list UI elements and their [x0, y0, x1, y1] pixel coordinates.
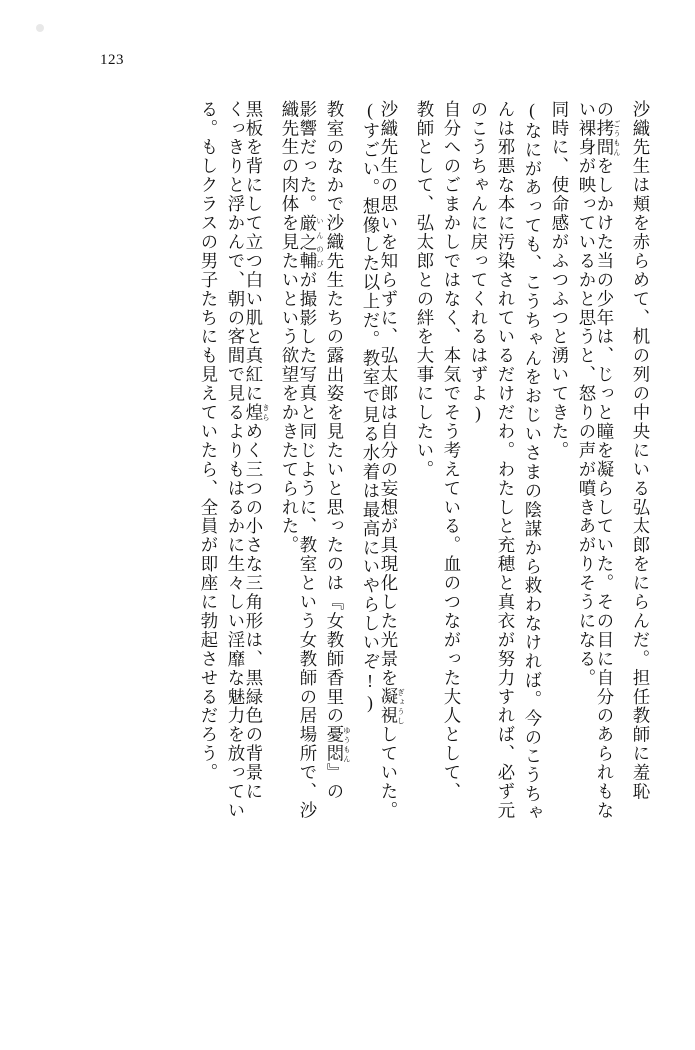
text-line: の拷問ごうもんをしかけた当の少年は、じっと瞳を凝らしていた。その目に自分のあられもな	[594, 100, 622, 821]
text-line: んは邪悪な本に汚染されているだけだわ。わたしと充穂と真衣が努力すれば、必ず元	[495, 100, 515, 821]
text-line: い裸身が映っているかと思うと、怒りの声が噴きあがりそうになる。	[576, 100, 596, 688]
ruby-gomon: 拷問ごうもん	[594, 118, 622, 157]
page-number: 123	[100, 52, 124, 68]
text-line: 織先生の肉体を見たいという欲望をかきたてられた。	[279, 100, 299, 555]
vertical-text-body	[58, 100, 648, 1000]
text-line: 影響だった。厳之輔いんのびが撮影した写真と同じように、教室という女教師の居場所で、沙	[297, 100, 325, 821]
text-line: 沙織先生は頬を赤らめて、机の列の中央にいる弘太郎をにらんだ。担任教師に羞恥	[630, 100, 650, 802]
text-line: 自分へのごまかしではなく、本気でそう考えている。血のつながった大人として、	[441, 100, 461, 802]
page-corner-mark	[36, 24, 44, 32]
ruby-gennosuke: 厳之輔いんのび	[297, 213, 325, 271]
text-line: 教師として、弘太郎との絆を大事にしたい。	[414, 100, 434, 479]
ruby-yuumon: 憂悶ゆうもん	[324, 725, 352, 764]
text-line: 教室のなかで沙織先生たちの露出姿を見たいと思ったのは『女教師香里の憂悶ゆうもん』の	[324, 100, 352, 802]
ruby-gyoushi: 凝視ぎょうし	[378, 687, 406, 726]
text-line: 沙織先生の思いを知らずに、弘太郎は自分の妄想が具現化した光景を凝視ぎょうししていた。	[378, 100, 406, 821]
text-line: 黒板を背にして立つ白い肌と真紅に煌きらめく三つの小さな三角形は、黒緑色の背景に	[243, 100, 271, 802]
text-line: (なにがあっても、こうちゃんをおじいさまの陰謀から救わなければ。今のこうちゃ	[522, 100, 542, 823]
text-line: くっきりと浮かんで、朝の客間で見るよりもはるかに生々しい淫靡な魅力を放ってい	[225, 100, 245, 821]
text-line: (すごい。想像した以上だ。教室で見る水着は最高にいやらしいぞ!)	[360, 100, 380, 715]
text-line: 同時に、使命感がふつふつと湧いてきた。	[549, 100, 569, 461]
ruby-kira: 煌きら	[243, 403, 271, 423]
text-line: る。もしクラスの男子たちにも見えていたら、全員が即座に勃起させるだろう。	[198, 100, 218, 783]
text-line: のこうちゃんに戻ってくれるはずよ)	[468, 100, 488, 425]
